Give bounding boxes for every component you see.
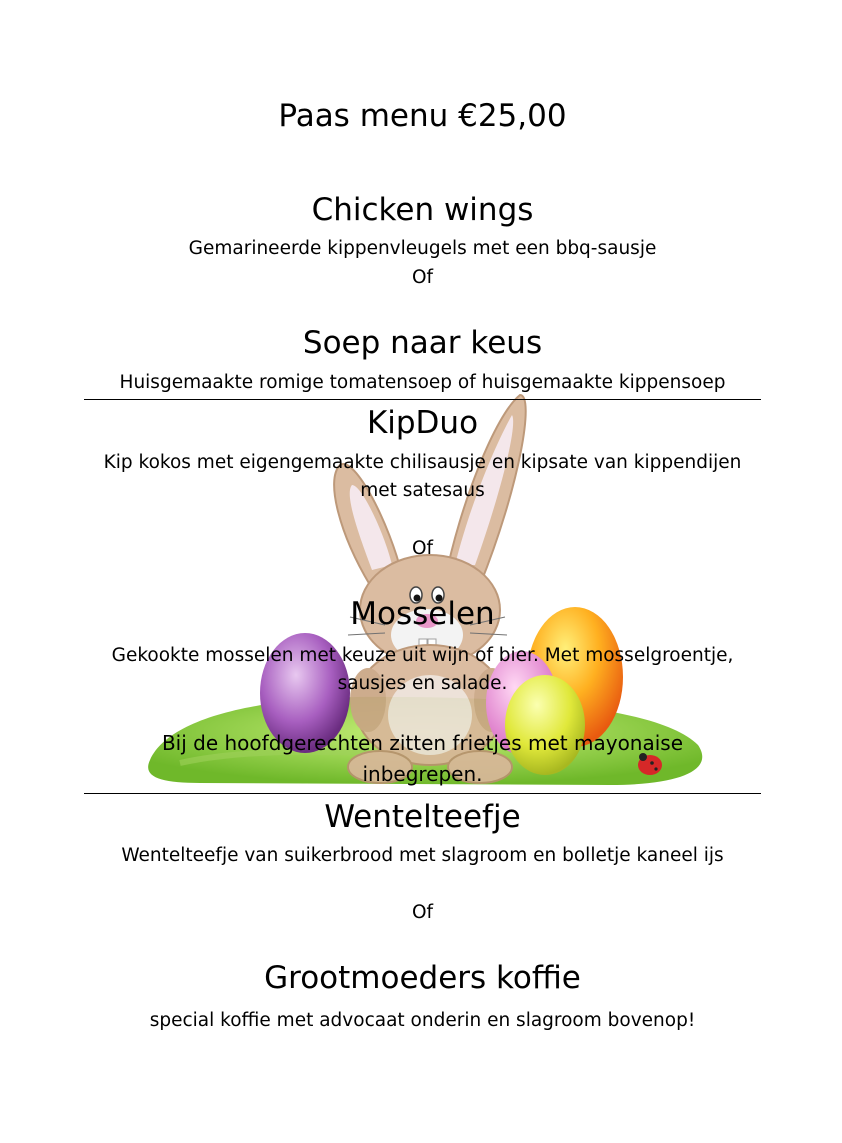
dish-name-chicken-wings: Chicken wings <box>311 192 534 228</box>
mains-note-line2: inbegrepen. <box>362 762 483 786</box>
dish-name-wentelteefje: Wentelteefje <box>324 799 521 835</box>
dish-description-soep: Huisgemaakte romige tomatensoep of huisgemaakte kippensoep <box>119 372 726 393</box>
dish-name-mosselen: Mosselen <box>350 596 495 632</box>
dish-name-kipduo: KipDuo <box>366 405 479 441</box>
section-divider <box>84 793 761 794</box>
dish-description-kipduo-line1: Kip kokos met eigengemaakte chilisausje en kipsate van kippendijen <box>103 452 742 473</box>
dish-description-mosselen-line2: sausjes en salade. <box>337 673 508 694</box>
dish-description-kipduo-line2: met satesaus <box>360 480 485 501</box>
or-separator: Of <box>411 902 434 923</box>
or-separator: Of <box>411 267 434 288</box>
section-divider <box>84 399 761 400</box>
dish-name-grootmoeders-koffie: Grootmoeders koffie <box>264 960 581 996</box>
dish-description-chicken-wings: Gemarineerde kippenvleugels met een bbq-sausje <box>188 238 657 259</box>
or-separator: Of <box>411 538 434 559</box>
dish-description-grootmoeders-koffie: special koffie met advocaat onderin en slagroom bovenop! <box>149 1010 696 1031</box>
dish-description-wentelteefje: Wentelteefje van suikerbrood met slagroom en bolletje kaneel ijs <box>121 845 724 866</box>
menu-title: Paas menu €25,00 <box>278 98 567 134</box>
dish-description-mosselen-line1: Gekookte mosselen met keuze uit wijn of bier. Met mosselgroentje, <box>111 645 734 666</box>
mains-note-line1: Bij de hoofdgerechten zitten frietjes met mayonaise <box>161 731 684 755</box>
dish-name-soep: Soep naar keus <box>302 325 543 361</box>
